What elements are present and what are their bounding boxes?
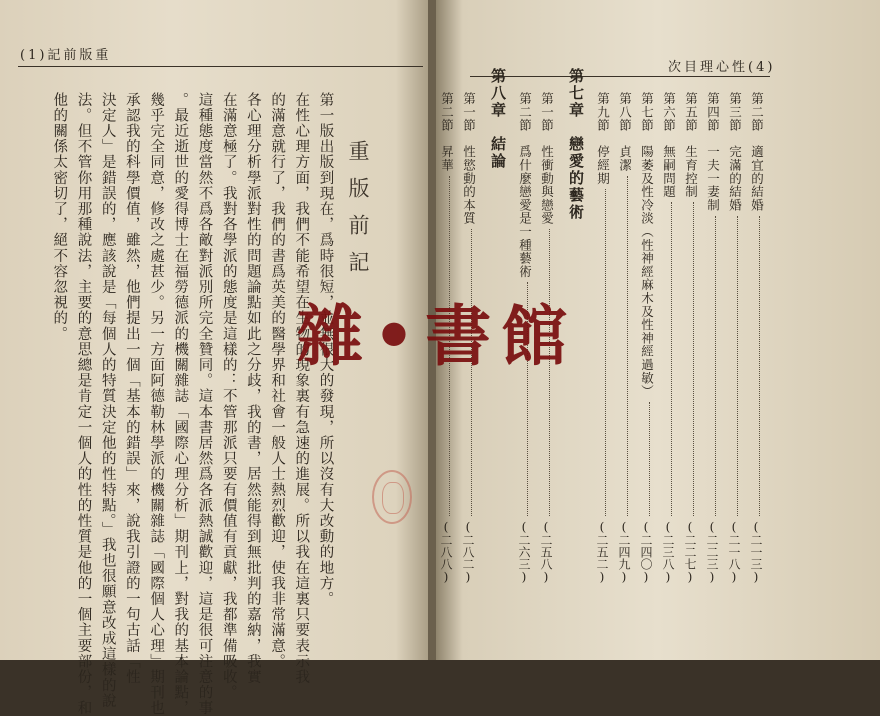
toc-leader-dots — [605, 189, 606, 516]
toc-page-number: (二二七) — [683, 520, 697, 584]
toc-page-number: (二二三) — [705, 520, 719, 584]
toc-chapter-label: 第七章 戀愛的藝術 — [567, 68, 585, 221]
library-stamp — [372, 470, 412, 524]
toc-entry-label: 第二節 適宜的結婚 — [749, 92, 765, 212]
toc-page-number: (二四〇) — [639, 520, 653, 584]
right-header-rule — [470, 76, 770, 77]
body-column: 在性心理方面，我們不能希望在生物的現象裏有急速的進展。所以我在這裏只要表示我 — [293, 92, 310, 685]
toc-leader-dots — [715, 216, 716, 516]
toc-entry-label: 第四節 一夫一妻制 — [705, 92, 721, 212]
toc-leader-dots — [737, 216, 738, 516]
toc-leader-dots — [693, 202, 694, 516]
watermark: 雜•書館 — [296, 296, 578, 375]
body-column: 在滿意極了。我對各學派的態度是這樣的：不管那派只要有價值有貢獻，我都準備吸收。 — [220, 92, 237, 701]
toc-entry-label: 第八節 貞潔 — [617, 92, 633, 172]
toc-page-number: (二三八) — [661, 520, 675, 584]
toc-leader-dots — [649, 402, 650, 516]
toc-entry-label: 第五節 生育控制 — [683, 92, 699, 199]
toc-leader-dots — [627, 176, 628, 516]
body-column: 第一版出版到現在，爲時很短，並無很大的發現，所以沒有大改動的地方。 — [317, 92, 334, 607]
toc-entry-label: 第一節 性慾動的本質 — [461, 92, 477, 225]
toc-entry-label: 第一節 性衝動與戀愛 — [539, 92, 555, 225]
toc-entry-label: 第七節 陽萎及性冷淡（性神經麻木及性神經過敏） — [639, 92, 655, 398]
toc-page-number: (二八八) — [439, 520, 453, 584]
toc-chapter-label: 第八章 結論 — [489, 68, 507, 170]
toc-page-number: (二五二) — [595, 520, 609, 584]
left-page-header: (1)記前版重 — [20, 48, 112, 63]
body-column: 幾乎完全同意，修改之處甚少。另一方面阿德勒林學派的機關雜誌「國際個人心理」期刊也 — [148, 92, 165, 716]
body-column: 他的關係太密切了，絕不容忽視的。 — [51, 92, 68, 342]
toc-page-number: (二五八) — [539, 520, 553, 584]
page-title: 重版前記 — [346, 140, 370, 288]
body-column: 這種態度當然不爲各敵對派別所完全贊同。這本書居然爲各派熱誠歡迎，這是很可注意的事 — [196, 92, 213, 716]
toc-page-number: (二四九) — [617, 520, 631, 584]
body-column: 法。但不管你用那種說法，主要的意思總是肯定一個人的性的性質是他的一個主要部份，和 — [75, 92, 92, 716]
toc-page-number: (二六三) — [517, 520, 531, 584]
body-column: 各心理分析學派對性的問題論點如此之分歧，我的書，居然能得到無批判的嘉納，我實 — [244, 92, 261, 685]
body-column: 承認我的科學價值，雖然，他們提出一個「基本的錯誤」來，說我引證的一句古話「性 — [123, 92, 140, 685]
toc-entry-label: 第三節 完滿的結婚 — [727, 92, 743, 212]
toc-entry-label: 第二節 爲什麼戀愛是一種藝術 — [517, 92, 533, 279]
toc-leader-dots — [759, 216, 760, 516]
body-column: 的滿意就行了，我們的書爲英美的醫學界和社會一般人士熱烈歡迎，使我非常滿意。 — [269, 92, 286, 670]
toc-entry-label: 第二節 昇華 — [439, 92, 455, 172]
toc-entry-label: 第九節 停經期 — [595, 92, 611, 186]
left-header-rule — [18, 66, 423, 67]
toc-page-number: (二一三) — [749, 520, 763, 584]
body-column: 決定人」是錯誤的，應該說是「每個人的特質決定他的性特點。」我也很願意改成這樣的說 — [99, 92, 116, 709]
body-column: 。最近逝世的愛得博士在福勞德派的機關雜誌「國際心理分析」期刊上，對我的基本論點， — [172, 92, 189, 716]
toc-leader-dots — [671, 202, 672, 516]
right-page-header: 次目理心性(4) — [668, 60, 776, 75]
toc-entry-label: 第六節 無嗣問題 — [661, 92, 677, 199]
toc-page-number: (二一八) — [727, 520, 741, 584]
toc-page-number: (二八二) — [461, 520, 475, 584]
